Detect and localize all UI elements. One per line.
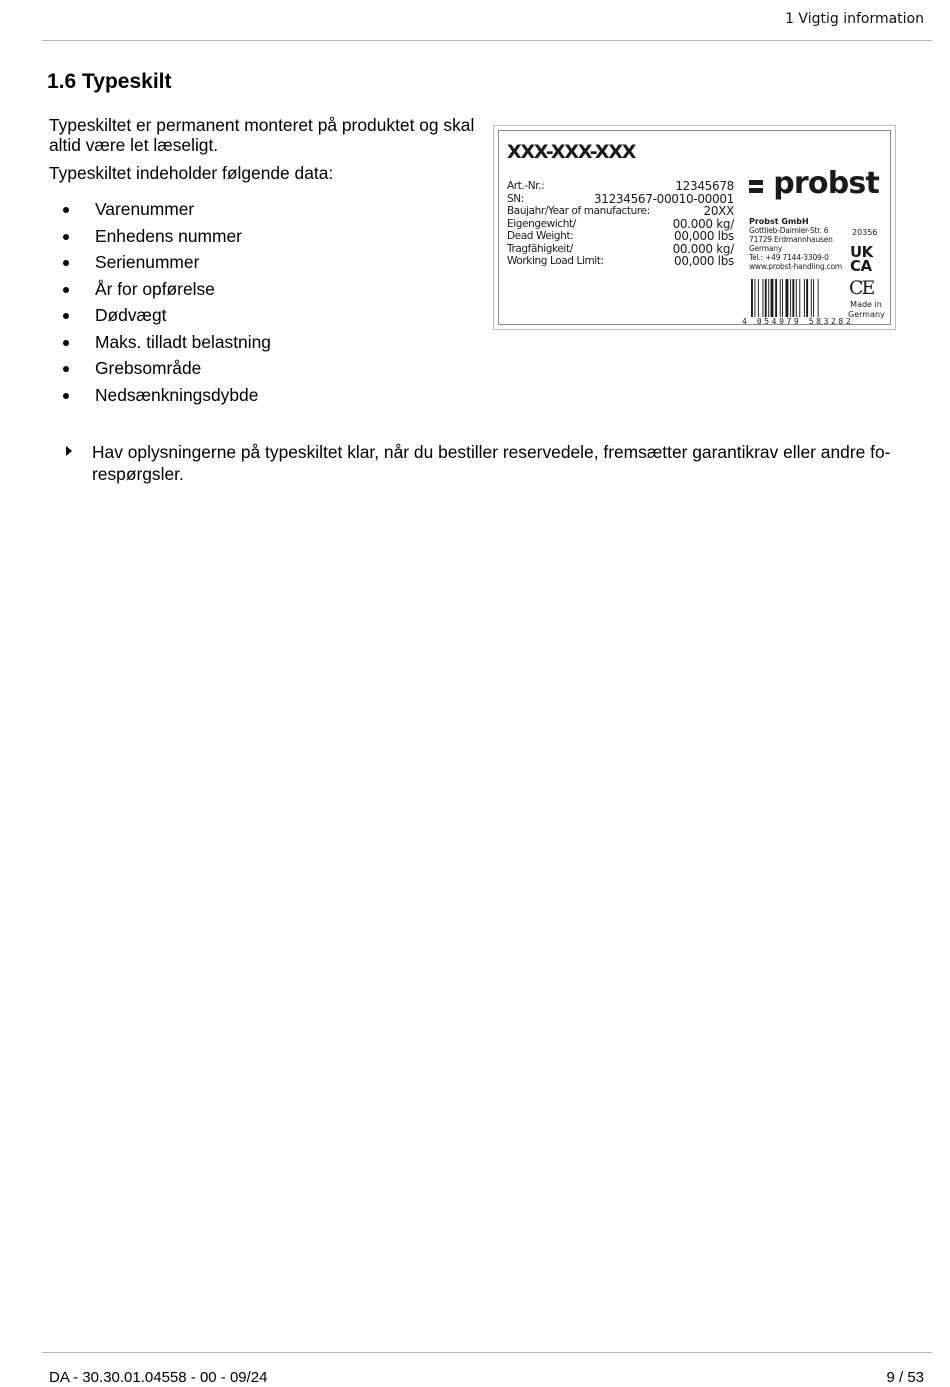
plate-field-value: 00.000 kg/: [672, 216, 734, 231]
plate-field-label: Eigengewicht/: [507, 217, 576, 230]
maker-address-line: www.probst-handling.com: [749, 262, 843, 271]
list-item-label: År for opførelse: [95, 278, 215, 299]
list-item: [49, 223, 271, 250]
list-item-label: Serienummer: [95, 252, 200, 272]
plate-field-label: Baujahr/Year of manufacture:: [507, 205, 650, 217]
maker-address-line: 71729 Erdmannhausen: [749, 235, 833, 244]
intro-text: [49, 115, 494, 183]
plate-field-label: Dead Weight:: [507, 230, 574, 242]
header-chapter: 1 Vigtig information: [785, 11, 924, 27]
instruction-text: Hav oplysningerne på typeskiltet klar, når du bestiller reservedele, fremsætter garantikrav eller andre fo-respørgsler.: [92, 442, 891, 484]
intro-paragraph-1: Typeskiltet er permanent monteret på produktet og skal altid være let læseligt.: [49, 115, 475, 155]
instruction-step: [92, 441, 914, 485]
data-list: [49, 196, 271, 408]
section-title: 1.6 Typeskilt: [47, 70, 172, 93]
footer-divider: [42, 1352, 932, 1353]
ce-mark: CE: [849, 277, 874, 299]
plate-field-value: 31234567-00010-00001: [593, 191, 734, 206]
list-item: [49, 276, 271, 303]
type-plate-image: [493, 125, 896, 330]
list-item: [49, 355, 271, 382]
list-item: [49, 329, 271, 356]
intro-paragraph-2: Typeskiltet indeholder følgende data:: [49, 163, 334, 183]
maker-address-line: Gottlieb-Daimler-Str. 6: [749, 226, 829, 235]
bullet-icon: [63, 393, 69, 399]
list-item: [49, 302, 271, 329]
list-item-label: Varenummer: [95, 199, 195, 219]
plate-model: XXX-XXX-XXX: [507, 141, 636, 163]
maker-name: Probst GmbH: [749, 217, 809, 226]
plate-field-value: 00,000 lbs: [673, 229, 734, 243]
plate-code: 20356: [852, 228, 878, 237]
header-divider: [42, 40, 932, 41]
ukca-mark: UK CA: [850, 243, 873, 275]
list-item-label: Nedsænkningsdybde: [95, 384, 259, 405]
list-item: [49, 249, 271, 276]
plate-field-label: Working Load Limit:: [507, 255, 604, 267]
probst-logo-icon: [749, 180, 763, 193]
bullet-icon: [63, 287, 69, 293]
barcode-digits: 4 054979 583282: [742, 317, 854, 326]
list-item-label: Enhedens nummer: [95, 225, 242, 246]
barcode-icon: [751, 279, 843, 317]
list-item-label: Dødvægt: [95, 305, 167, 325]
list-item: [49, 196, 271, 223]
bullet-icon: [63, 313, 69, 319]
plate-field-value: 00.000 kg/: [672, 241, 734, 256]
footer-doc-id: DA - 30.30.01.04558 - 00 - 09/24: [49, 1369, 268, 1386]
bullet-icon: [63, 207, 69, 213]
plate-field-value: 00,000 lbs: [673, 254, 734, 268]
plate-field-value: 20XX: [703, 204, 734, 218]
list-item-label: Maks. tilladt belastning: [95, 331, 271, 352]
maker-address-line: Tel.: +49 7144-3309-0: [749, 253, 829, 262]
plate-field-label: Art.-Nr.:: [507, 180, 545, 192]
list-item: [49, 382, 271, 409]
plate-field-label: Tragfähigkeit/: [507, 242, 573, 255]
bullet-icon: [63, 366, 69, 372]
brand-logo: probst: [773, 166, 879, 201]
made-in-text: Made in Germany: [848, 300, 885, 319]
type-plate: [498, 130, 891, 325]
triangle-right-icon: [66, 446, 72, 456]
plate-field-label: SN:: [507, 192, 524, 205]
footer-page-number: 9 / 53: [886, 1369, 924, 1386]
bullet-icon: [63, 234, 69, 240]
plate-field-value: 12345678: [675, 179, 734, 193]
bullet-icon: [63, 260, 69, 266]
list-item-label: Grebsområde: [95, 358, 202, 378]
bullet-icon: [63, 340, 69, 346]
maker-address-line: Germany: [749, 244, 783, 253]
